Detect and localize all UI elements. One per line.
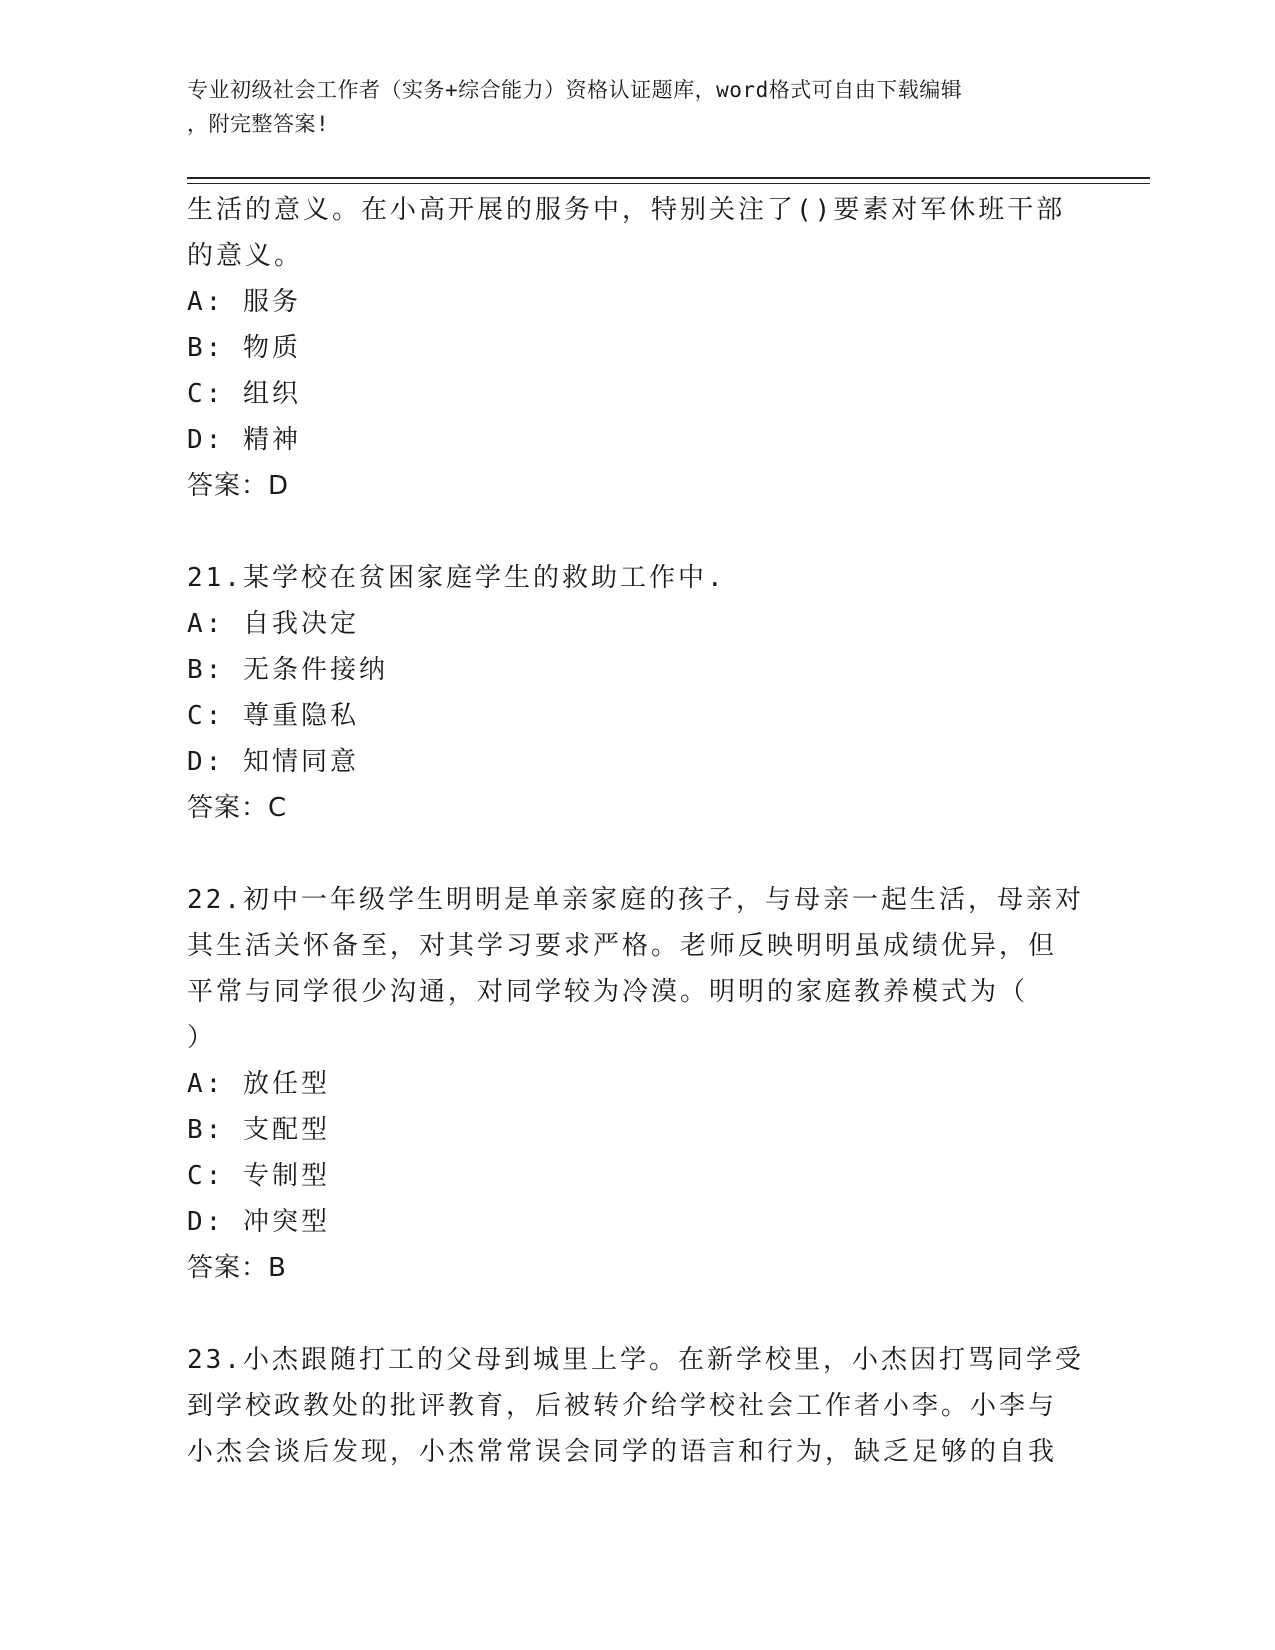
question-21	[187, 555, 1087, 831]
spacer	[187, 1291, 1087, 1337]
option-c: C: 尊重隐私	[187, 701, 359, 731]
question-stem-line: 其生活关怀备至，对其学习要求严格。老师反映明明虽成绩优异，但	[187, 931, 1058, 961]
header-line-1: 专业初级社会工作者（实务+综合能力）资格认证题库，word格式可自由下载编辑	[187, 78, 963, 102]
header-divider-thick	[187, 177, 1150, 179]
option-b: B: 物质	[187, 333, 301, 363]
question-stem-line: ）	[187, 1023, 217, 1053]
option-b: B: 无条件接纳	[187, 655, 388, 685]
answer-line: 答案：D	[187, 471, 290, 501]
header-divider-thin	[187, 183, 1150, 184]
question-stem-line: 生活的意义。在小高开展的服务中，特别关注了()要素对军休班干部	[187, 195, 1066, 225]
option-d: D: 知情同意	[187, 747, 359, 777]
option-a: A: 服务	[187, 287, 301, 317]
question-content	[187, 187, 1087, 1475]
option-c: C: 专制型	[187, 1161, 330, 1191]
header-line-2: ，附完整答案!	[187, 112, 330, 136]
question-stem-line: 21.某学校在贫困家庭学生的救助工作中.	[187, 563, 726, 593]
document-header	[187, 73, 1087, 141]
question-stem-line: 22.初中一年级学生明明是单亲家庭的孩子，与母亲一起生活，母亲对	[187, 885, 1084, 915]
question-22	[187, 877, 1087, 1291]
question-23	[187, 1337, 1087, 1475]
option-a: A: 放任型	[187, 1069, 330, 1099]
question-stem-line: 小杰会谈后发现，小杰常常误会同学的语言和行为，缺乏足够的自我	[187, 1437, 1058, 1467]
question-stem-line: 到学校政教处的批评教育，后被转介给学校社会工作者小李。小李与	[187, 1391, 1058, 1421]
option-a: A: 自我决定	[187, 609, 359, 639]
question-stem-line: 平常与同学很少沟通，对同学较为冷漠。明明的家庭教养模式为（	[187, 977, 1029, 1007]
question-stem-line: 的意义。	[187, 241, 304, 271]
question-stem-line: 23.小杰跟随打工的父母到城里上学。在新学校里，小杰因打骂同学受	[187, 1345, 1084, 1375]
spacer	[187, 509, 1087, 555]
option-b: B: 支配型	[187, 1115, 330, 1145]
question-20	[187, 187, 1087, 509]
answer-line: 答案：C	[187, 793, 288, 823]
option-d: D: 精神	[187, 425, 301, 455]
spacer	[187, 831, 1087, 877]
option-c: C: 组织	[187, 379, 301, 409]
answer-line: 答案：B	[187, 1253, 287, 1283]
option-d: D: 冲突型	[187, 1207, 330, 1237]
